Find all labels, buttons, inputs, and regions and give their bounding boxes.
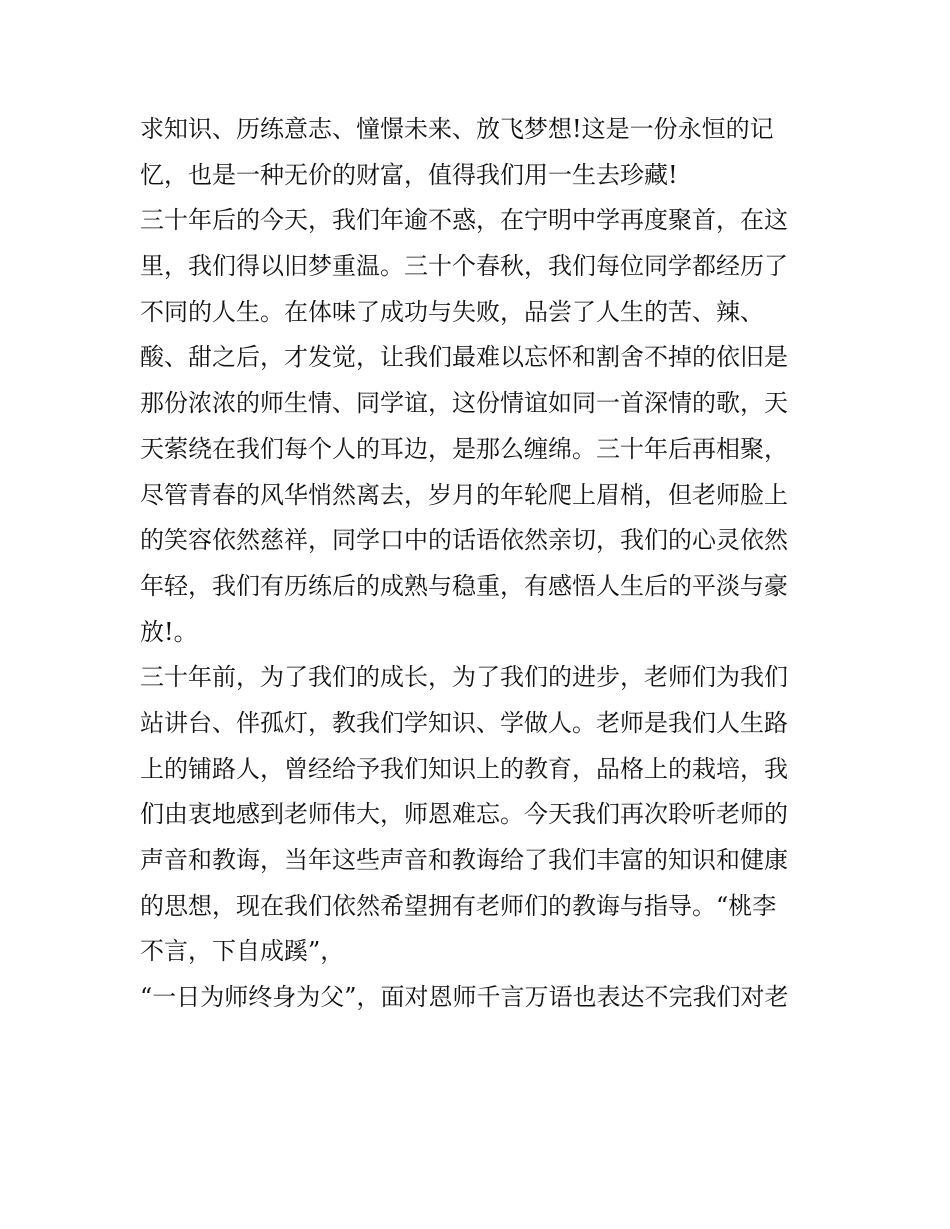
text-line: 上的铺路人，曾经给予我们知识上的教育，品格上的栽培，我 [140,754,788,783]
text-line: 里，我们得以旧梦重温。三十个春秋，我们每位同学都经历了 [140,252,788,281]
text-line: 求知识、历练意志、憧憬未来、放飞梦想!这是一份永恒的记 [140,115,774,143]
text-line: 尽管青春的风华悄然离去，岁月的年轮爬上眉梢，但老师脸上 [140,480,788,509]
text-line: 天萦绕在我们每个人的耳边，是那么缠绵。三十年后再相聚， [140,434,788,463]
text-line: “一日为师终身为父”，面对恩师千言万语也表达不完我们对老 [140,983,789,1012]
text-line: 站讲台、伴孤灯，教我们学知识、学做人。老师是我们人生路 [140,708,788,737]
text-line: 那份浓浓的师生情、同学谊，这份情谊如同一首深情的歌，天 [140,389,788,418]
text-line: 三十年后的今天，我们年逾不惑，在宁明中学再度聚首，在这 [140,206,788,235]
text-line: 的思想，现在我们依然希望拥有老师们的教诲与指导。“桃李 [140,891,777,920]
document-body [140,107,830,1021]
text-line: 放!。 [140,617,198,646]
text-line: 不言，下自成蹊”， [140,937,345,966]
text-line: 三十年前，为了我们的成长，为了我们的进步，老师们为我们 [140,663,788,692]
text-line: 不同的人生。在体味了成功与失败，品尝了人生的苦、辣、 [140,297,764,326]
text-line: 年轻，我们有历练后的成熟与稳重，有感悟人生后的平淡与豪 [140,571,788,600]
text-line: 忆，也是一种无价的财富，值得我们用一生去珍藏! [140,160,678,189]
text-line: 酸、甜之后，才发觉，让我们最难以忘怀和割舍不掉的依旧是 [140,343,788,372]
text-line: 们由衷地感到老师伟大，师恩难忘。今天我们再次聆听老师的 [140,800,788,829]
text-line: 声音和教诲，当年这些声音和教诲给了我们丰富的知识和健康 [140,846,788,874]
text-line: 的笑容依然慈祥，同学口中的话语依然亲切，我们的心灵依然 [140,526,788,555]
